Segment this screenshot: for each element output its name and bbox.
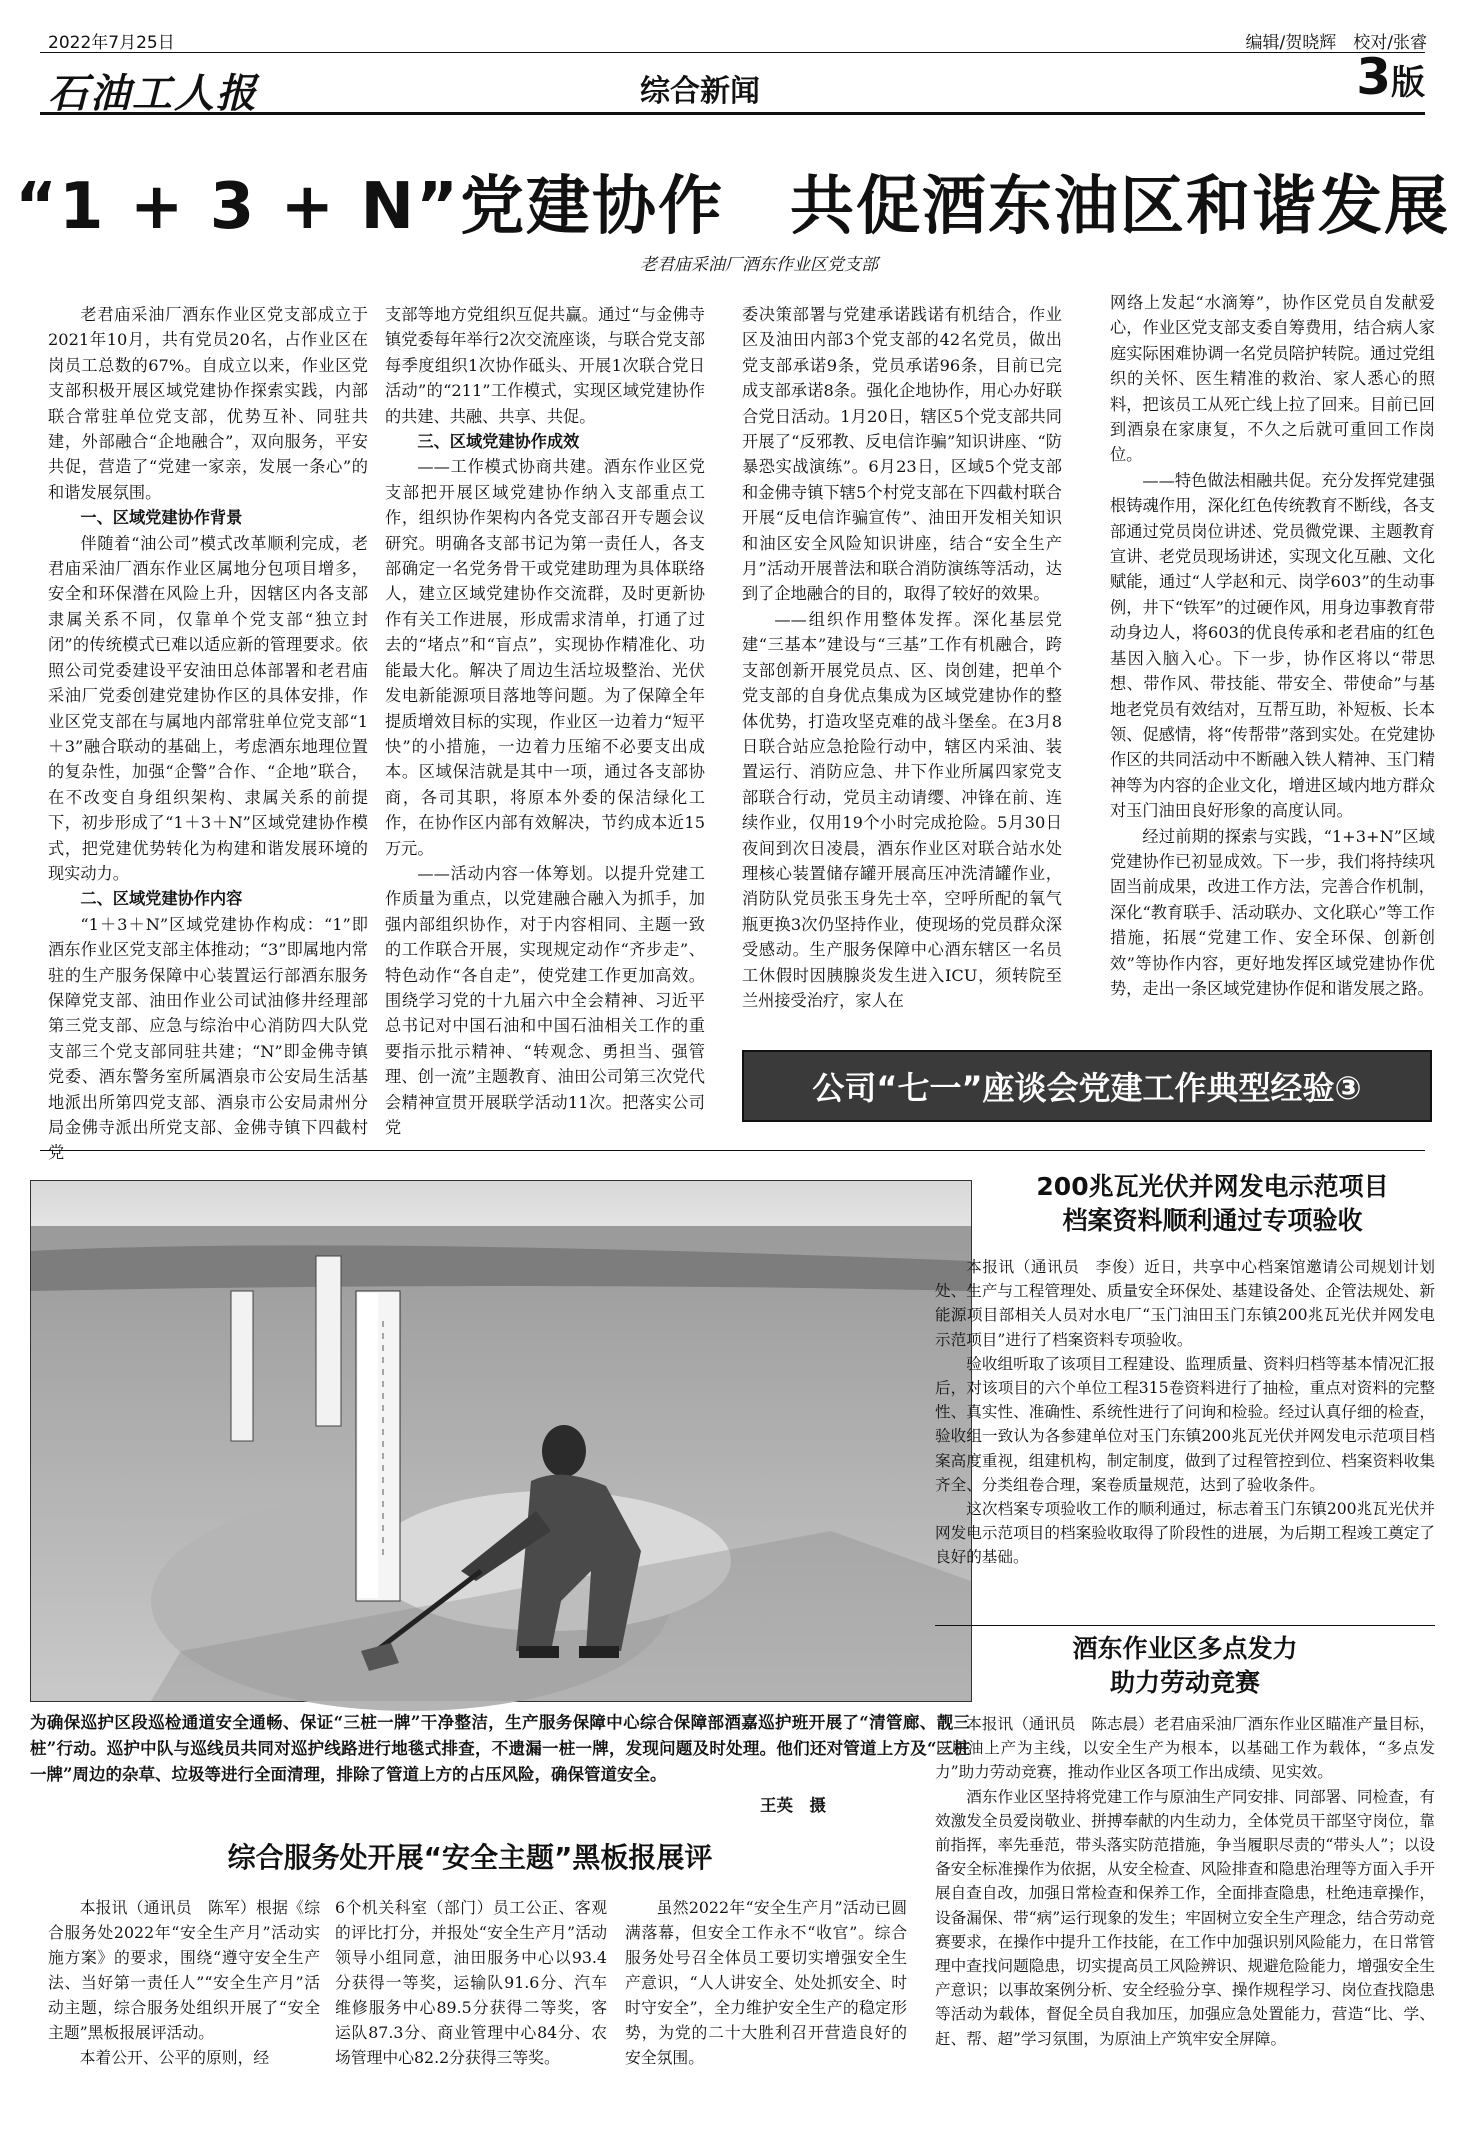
paragraph: ——活动内容一体筹划。以提升党建工作质量为重点，以党建融合融入为抓手，加强内部组织协作，对于内容相同、主题一致的工作联合开展，实现规定动作“齐步走”、特色动作“各自走”，使党建工作更加高效。围绕学习党的十九届六中全会精神、习近平总书记对中国石油和中国石油相关工作的重要指示批示精神、“转观念、勇担当、强管理、创一流”主题教育、油田公司第三次党代会精神宣贯开展联学活动11次。把落实公司党 — [385, 863, 705, 1137]
paragraph: 这次档案专项验收工作的顺利通过，标志着玉门东镇200兆瓦光伏并网发电示范项目的档案验收取得了阶段性的进展，为后期工程竣工奠定了良好的基础。 — [935, 1500, 1435, 1567]
story-a-title — [985, 1170, 1440, 1238]
story-divider — [935, 1625, 1435, 1626]
paragraph: 本报讯（通讯员 李俊）近日，共享中心档案馆邀请公司规划计划处、生产与工程管理处、质量安全环保处、基建设备处、企管法规处、新能源项目部相关人员对水电厂“玉门油田玉门东镇200兆瓦光伏并网发电示范项目”进行了档案资料专项验收。 — [935, 1258, 1435, 1349]
subheading: 一、区域党建协作背景 — [80, 508, 243, 528]
story-c-column-3 — [625, 1895, 907, 2125]
paragraph: 本报讯（通讯员 陈志晨）老君庙采油厂酒东作业区瞄准产量目标，以原油上产为主线，以安全生产为根本，以基础工作为载体，“多点发力”助力劳动竞赛，推动作业区各项工作出成绩、见实效。 — [935, 1715, 1435, 1782]
story-b-title-line1: 酒东作业区多点发力 — [1072, 1634, 1298, 1663]
paragraph: 酒东作业区坚持将党建工作与原油生产同安排、同部署、同检查，有效激发全员爱岗敬业、拼搏奉献的内生动力，全体党员干部坚守岗位，靠前指挥，率先垂范，带头落实防范措施，争当履职尽责的“带头人”；以设备安全标准操作为依据，从安全检查、风险排查和隐患治理等方面入手开展自查自改，加强日常检查和保养工作，全面排查隐患，杜绝违章操作，设备漏保、带“病”运行现象的发生；牢固树立安全生产理念，结合劳动竞赛要求，在操作中提升工作技能，在工作中加强识别风险能力，在日常管理中查找问题隐患，切实提高员工风险辨识、规避危险能力，增强安全生产意识；以事故案例分析、安全经验分享、操作规程学习、岗位查找隐患等活动为载体，督促全员自我加压，加强应急处置能力，营造“比、学、赶、帮、超”学习氛围，为原油上产筑牢安全屏障。 — [935, 1787, 1435, 2048]
subheading: 二、区域党建协作内容 — [80, 889, 243, 909]
story-a-title-line2: 档案资料顺利通过专项验收 — [1062, 1206, 1363, 1235]
story-a-body — [935, 1255, 1435, 1620]
page-number — [1356, 48, 1425, 106]
header-top-rule — [40, 52, 1425, 53]
section-title: 综合新闻 — [640, 74, 760, 109]
lead-byline: 老君庙采油厂酒东作业区党支部 — [640, 255, 878, 275]
paragraph: “1＋3＋N”区域党建协作构成：“1”即酒东作业区党支部主体推动；“3”即属地内常驻的生产服务保障中心装置运行部酒东服务保障党支部、油田作业公司试油修井经理部第三党支部、应急与综治中心消防四大队党支部三个党支部同驻共建；“N”即金佛寺镇党委、酒东警务室所属酒泉市公安局生活基地派出所第四党支部、酒泉市公安局肃州分局金佛寺派出所党支部、金佛寺镇下四截村党 — [48, 914, 368, 1163]
paragraph: 网络上发起“水滴筹”，协作区党员自发献爱心，作业区党支部支委自筹费用，结合病人家庭实际困难协调一名党员陪护转院。通过党组织的关怀、医生精准的救治、家人悉心的照料，把该员工从死亡线上拉了回来。目前已回到酒泉在家康复，不久之后就可重回工作岗位。 — [1110, 293, 1435, 465]
paragraph: 支部等地方党组织互促共赢。通过“与金佛寺镇党委每年举行2次交流座谈，与联合党支部每季度组织1次协作砥头、开展1次联合党日活动”的“211”工作模式，实现区域党建协作的共建、共融、共享、共促。 — [385, 305, 705, 426]
news-photo — [30, 1180, 972, 1702]
section-divider — [40, 1150, 1425, 1151]
lead-column-4 — [1110, 290, 1435, 1040]
issue-date: 2022年7月25日 — [48, 33, 175, 53]
photo-illustration — [31, 1181, 971, 1701]
story-b-title — [935, 1632, 1435, 1700]
lead-headline: “1 + 3 + N”党建协作 共促酒东油区和谐发展 — [14, 170, 1451, 244]
page-number-digit: 3 — [1356, 48, 1391, 106]
paragraph: 经过前期的探索与实践，“1+3+N”区域党建协作已初显成效。下一步，我们将持续巩固当前成果，改进工作方法，完善合作机制，深化“教育联手、活动联办、文化联心”等工作措施，拓展“党建工作、安全环保、创新创效”等协作内容，更好地发挥区域党建协作优势，走出一条区域党建协作促和谐发展之路。 — [1110, 826, 1435, 998]
subheading: 三、区域党建协作成效 — [417, 432, 580, 452]
header-bottom-rule — [40, 112, 1425, 115]
paragraph: ——工作模式协商共建。酒东作业区党支部把开展区域党建协作纳入支部重点工作，组织协作架构内各党支部召开专题会议研究。明确各支部书记为第一责任人，各支部确定一名党务骨干或党建助理为具体联络人，建立区域党建协作交流群，及时更新协作有关工作进展，形成需求清单，打通了过去的“堵点”和“盲点”，实现协作精准化、功能最大化。解决了周边生活垃圾整治、光伏发电新能源项目落地等问题。为了保障全年提质增效目标的实现，作业区一边着力“短平快”的小措施，一边着力压缩不必要支出成本。区域保洁就是其中一项，通过各支部协商，各司其职，将原本外委的保洁绿化工作，在协作区内部有效解决，节约成本近15万元。 — [385, 457, 705, 858]
paragraph: 委决策部署与党建承诺践诺有机结合，作业区及油田内部3个党支部的42名党员，做出党支部承诺9条，党员承诺96条，目前已完成支部承诺8条。强化企地协作，用心办好联合党日活动。1月20日，辖区5个党支部共同开展了“反邪教、反电信诈骗”知识讲座、“防暴恐实战演练”。6月23日，区域5个党支部和金佛寺镇下辖5个村党支部在下四截村联合开展“反电信诈骗宣传”、油田开发相关知识和油区安全风险知识讲座，结合“安全生产月”活动开展普法和联合消防演练等活动，达到了企地融合的目的，取得了较好的效果。 — [742, 305, 1062, 604]
story-c-title: 综合服务处开展“安全主题”黑板报展评 — [227, 1841, 713, 1874]
story-c-column-1 — [48, 1895, 320, 2125]
paragraph: 老君庙采油厂酒东作业区党支部成立于2021年10月，共有党员20名，占作业区在岗员工总数的67%。自成立以来，作业区党支部积极开展区域党建协作探索实践，内部联合常驻单位党支部，优势互补、同驻共建，外部融合“企地融合”，双向服务，平安共促，营造了“党建一家亲，发展一条心”的和谐发展氛围。 — [48, 305, 368, 502]
paragraph: 验收组听取了该项目工程建设、监理质量、资料归档等基本情况汇报后，对该项目的六个单位工程315卷资料进行了抽检，重点对资料的完整性、真实性、准确性、系统性进行了问询和检验。经过认真仔细的检查，验收组一致认为各参建单位对玉门东镇200兆瓦光伏并网发电示范项目档案高度重视，组建机构，制定制度，做到了过程管控到位、档案资料收集齐全、分类组卷合理，案卷质量规范，达到了验收条件。 — [935, 1354, 1435, 1494]
paragraph: ——组织作用整体发挥。深化基层党建“三基本”建设与“三基”工作有机融合，跨支部创新开展党员点、区、岗创建，把单个党支部的自身优点集成为区域党建协作的整体优势，打造攻坚克难的战斗堡垒。在3月8日联合站应急抢险行动中，辖区内采油、装置运行、消防应急、井下作业所属四家党支部联合行动，党员主动请缨、冲锋在前、连续作业，仅用19个小时完成抢险。5月30日夜间到次日凌晨，酒东作业区对联合站水处理核心装置储存罐开展高压冲洗清罐作业，消防队党员张玉身先士卒，空呼所配的氧气瓶更换3次仍坚持作业，使现场的党员群众深受感动。生产服务保障中心酒东辖区一名员工休假时因胰腺炎发生进入ICU，须转院至兰州接受治疗，家人在 — [742, 609, 1062, 1010]
paragraph: 6个机关科室（部门）员工公正、客观的评比打分，并报处“安全生产月”活动领导小组同意，油田服务中心以93.4分获得一等奖，运输队91.6分、汽车维修服务中心89.5分获得二等奖，客运队87.3分、商业管理中心84分、农场管理中心82.2分获得三等奖。 — [335, 1898, 607, 2067]
story-b-body — [935, 1712, 1435, 2127]
series-banner: 公司“七一”座谈会党建工作典型经验③ — [742, 1050, 1432, 1122]
newspaper-logo: 石油工人报 — [48, 70, 258, 117]
paragraph: 本报讯（通讯员 陈军）根据《综合服务处2022年“安全生产月”活动实施方案》的要求，围绕“遵守安全生产法、当好第一责任人”“安全生产月”活动主题，综合服务处组织开展了“安全主题”黑板报展评活动。 — [48, 1898, 320, 2042]
paragraph: 虽然2022年“安全生产月”活动已圆满落幕，但安全工作永不“收官”。综合服务处号召全体员工要切实增强安全生产意识，“人人讲安全、处处抓安全、时时守安全”，全力维护安全生产的稳定形势，为党的二十大胜利召开营造良好的安全氛围。 — [625, 1898, 907, 2067]
photo-caption: 为确保巡护区段巡检通道安全通畅、保证“三桩一牌”干净整洁，生产服务保障中心综合保障部酒嘉巡护班开展了“清管廊、靓三桩”行动。巡护中队与巡线员共同对巡护线路进行地毯式排查，不遗漏一桩一牌，发现问题及时处理。他们还对管道上方及“三桩一牌”周边的杂草、垃圾等进行全面清理，排除了管道上方的占压风险，确保管道安全。 — [30, 1713, 970, 1784]
lead-column-3 — [742, 302, 1062, 1040]
paragraph: 伴随着“油公司”模式改革顺利完成，老君庙采油厂酒东作业区属地分包项目增多，安全和环保潜在风险上升，因辖区内各支部隶属关系不同，仅靠单个党支部“独立封闭”的传统模式已难以适应新的管理要求。依照公司党委建设平安油田总体部署和老君庙采油厂党委创建党建协作区的具体安排，作业区党支部在与属地内部常驻单位党支部“1＋3”融合联动的基础上，考虑酒东地理位置的复杂性，加强“企警”合作、“企地”联合，在不改变自身组织架构、隶属关系的前提下，初步形成了“1＋3＋N”区域党建协作模式，把党建优势转化为构建和谐发展环境的现实动力。 — [48, 533, 368, 883]
lead-column-1 — [48, 302, 368, 1163]
story-c-column-2 — [335, 1895, 607, 2125]
editor-credit: 编辑/贺晓辉 校对/张睿 — [1245, 33, 1427, 53]
paragraph: 本着公开、公平的原则，经 — [79, 2048, 270, 2067]
story-a-title-line1: 200兆瓦光伏并网发电示范项目 — [1036, 1172, 1389, 1201]
photo-credit: 王英 摄 — [760, 1796, 826, 1815]
paragraph: ——特色做法相融共促。充分发挥党建强根铸魂作用，深化红色传统教育不断线，各支部通过党员岗位讲述、党员微党课、主题教育宣讲、老党员现场讲述，实现文化互融、文化赋能，通过“人学赵和元、岗学603”的生动事例，井下“铁军”的过硬作风，用身边事教育带动身边人，将603的优良传承和老君庙的红色基因入脑入心。下一步，协作区将以“带思想、带作风、带技能、带安全、带使命”与基地老党员有效结对，互帮互助，补短板、长本领、促感情，将“传帮带”落到实处。在党建协作区的共同活动中不断融入铁人精神、玉门精神等为内容的企业文化，增进区域内地方群众对玉门油田良好形象的高度认同。 — [1110, 470, 1435, 821]
story-b-title-line2: 助力劳动竞赛 — [1109, 1668, 1260, 1697]
page-number-suffix: 版 — [1391, 63, 1425, 103]
lead-column-2 — [385, 302, 705, 1137]
